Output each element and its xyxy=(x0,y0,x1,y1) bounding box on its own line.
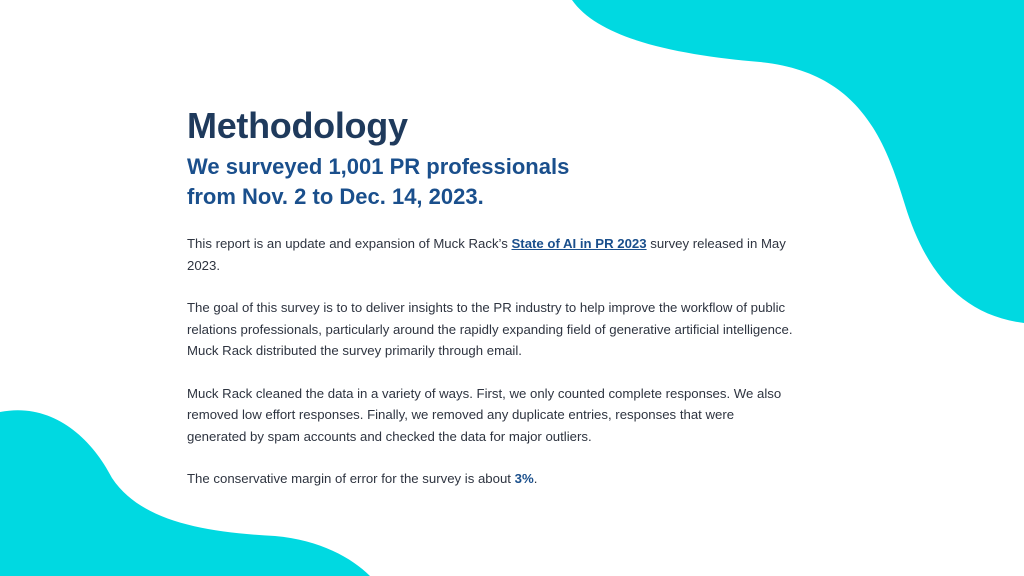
subtitle-line-1: We surveyed 1,001 PR professionals xyxy=(187,154,570,179)
subtitle-line-2: from Nov. 2 to Dec. 14, 2023. xyxy=(187,184,484,209)
moe-text-after: . xyxy=(533,471,538,486)
data-cleaning-paragraph: Muck Rack cleaned the data in a variety of ways. First, we only counted complete responses. We also removed low effort responses. Finally, we removed any duplicate entries, responses that were generated by spam accounts and checked the data for major outliers. xyxy=(187,385,782,444)
methodology-content xyxy=(187,104,797,490)
survey-subtitle xyxy=(187,152,797,212)
margin-of-error-paragraph xyxy=(187,468,797,490)
intro-paragraph xyxy=(187,233,797,276)
intro-text-after: survey released in May 2023. xyxy=(187,236,786,273)
goal-paragraph: The goal of this survey is to to deliver insights to the PR industry to help improve the workflow of public relations professionals, particularly around the rapidly expanding field of generative artificial intelligence. Muck Rack distributed the survey primarily through email. xyxy=(187,300,793,358)
margin-of-error-value: 3% xyxy=(514,471,534,486)
state-of-ai-link[interactable]: State of AI in PR 2023 xyxy=(511,236,647,251)
moe-text-before: The conservative margin of error for the survey is about xyxy=(187,471,515,486)
intro-text-before: This report is an update and expansion of Muck Rack’s xyxy=(187,236,512,251)
page-title: Methodology xyxy=(187,105,408,146)
